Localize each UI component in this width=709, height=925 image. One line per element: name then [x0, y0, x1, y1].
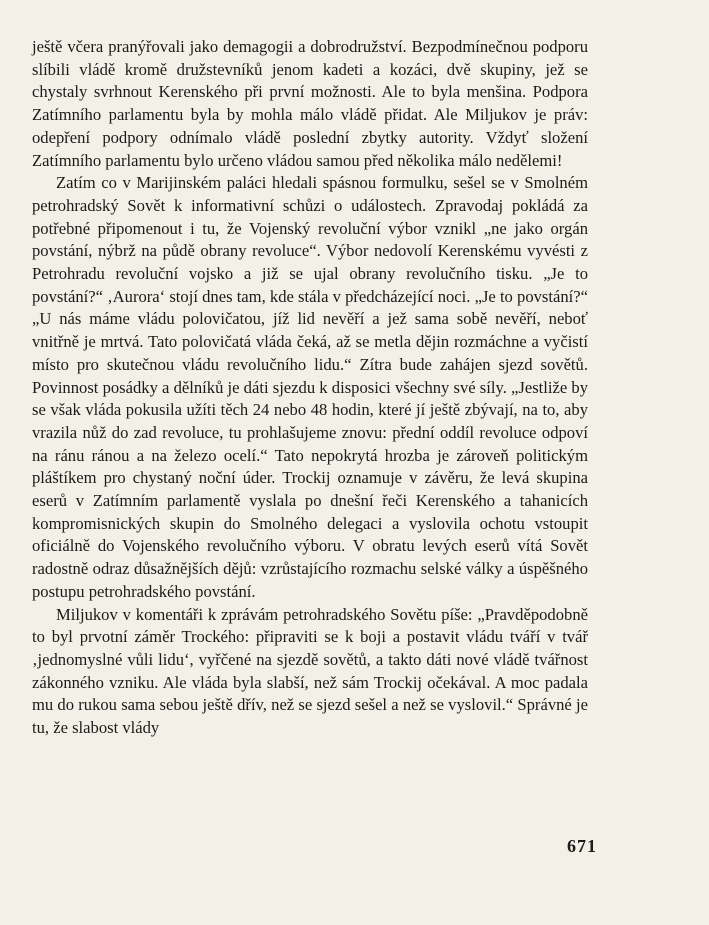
paragraph: Zatím co v Marijinském paláci hledali spásnou formulku, sešel se v Smolném petrohradský Sovět k informativní schůzi o událostech. Zpravodaj pokládá za potřebné připomenout i tu, že Vojenský revoluční výbor vznikl „ne jako orgán povstání, nýbrž na půdě obrany revoluce“. Výbor nedovolí Kerenskému vyvésti z Petrohradu revoluční vojsko a již se ujal obrany revolučního tisku. „Je to povstání?“ ‚Aurora‘ stojí dnes tam, kde stála v předcházející noci. „Je to povstání?“ „U nás máme vládu polovičatou, jíž lid nevěří a jež sama sobě nevěří, neboť vnitřně je mrtvá. Tato polovičatá vláda čeká, až se metla dějin rozmáchne a vyčistí místo pro skutečnou vládu revolučního lidu.“ Zítra bude zahájen sjezd sovětů. Povinnost posádky a dělníků je dáti sjezdu k disposici všechny své síly. „Jestliže by se však vláda pokusila užíti těch 24 nebo 48 hodin, které jí ještě zbývají, na to, aby vrazila nůž do zad revoluce, tu prohlašujeme znovu: přední oddíl revoluce odpoví na ránu ránou a na železo ocelí.“ Tato nepokrytá hrozba je zároveň politickým pláštíkem pro chystaný noční úder. Trockij oznamuje v závěru, že levá skupina eserů v Zatímním parlamentě vyslala po dnešní řeči Kerenského a tahanicích kompromisnických skupin do Smolného delegaci a vyslovila ochotu vstoupit oficiálně do Vojenského revolučního výboru. V obratu levých eserů vítá Sovět radostně odraz důsažnějších dějů: vzrůstajícího rozmachu selské války a úspěšného postupu petrohradského povstání. [32, 173, 588, 601]
paragraph: ještě včera pranýřovali jako demagogii a dobrodružství. Bezpodmínečnou podporu slíbili vládě kromě družstevníků jenom kadeti a kozáci, dvě skupiny, jež se chystaly svrhnout Kerenského při první možnosti. Ale to byla menšina. Podpora Zatímního parlamentu byla by mohla málo vládě přidat. Ale Miljukov je práv: odepření podpory odnímalo vládě poslední zbytky autority. Vždyť složení Zatímního parlamentu bylo určeno vládou samou před několika málo nedělemi! [32, 37, 588, 170]
page-number: 671 [567, 836, 597, 856]
body-text [32, 36, 588, 740]
paragraph: Miljukov v komentáři k zprávám petrohradského Sovětu píše: „Pravděpodobně to byl prvotní záměr Trockého: připraviti se k boji a postavit vládu tváří v tvář ‚jednomyslné vůli lidu‘, vyřčené na sjezdě sovětů, a takto dáti nové vládě tvářnost zákonného vzniku. Ale vláda byla slabší, než sám Trockij očekával. A moc padala mu do rukou sama sebou ještě dřív, než se sjezd sešel a než se vyslovil.“ Správné je tu, že slabost vlády [32, 604, 588, 738]
